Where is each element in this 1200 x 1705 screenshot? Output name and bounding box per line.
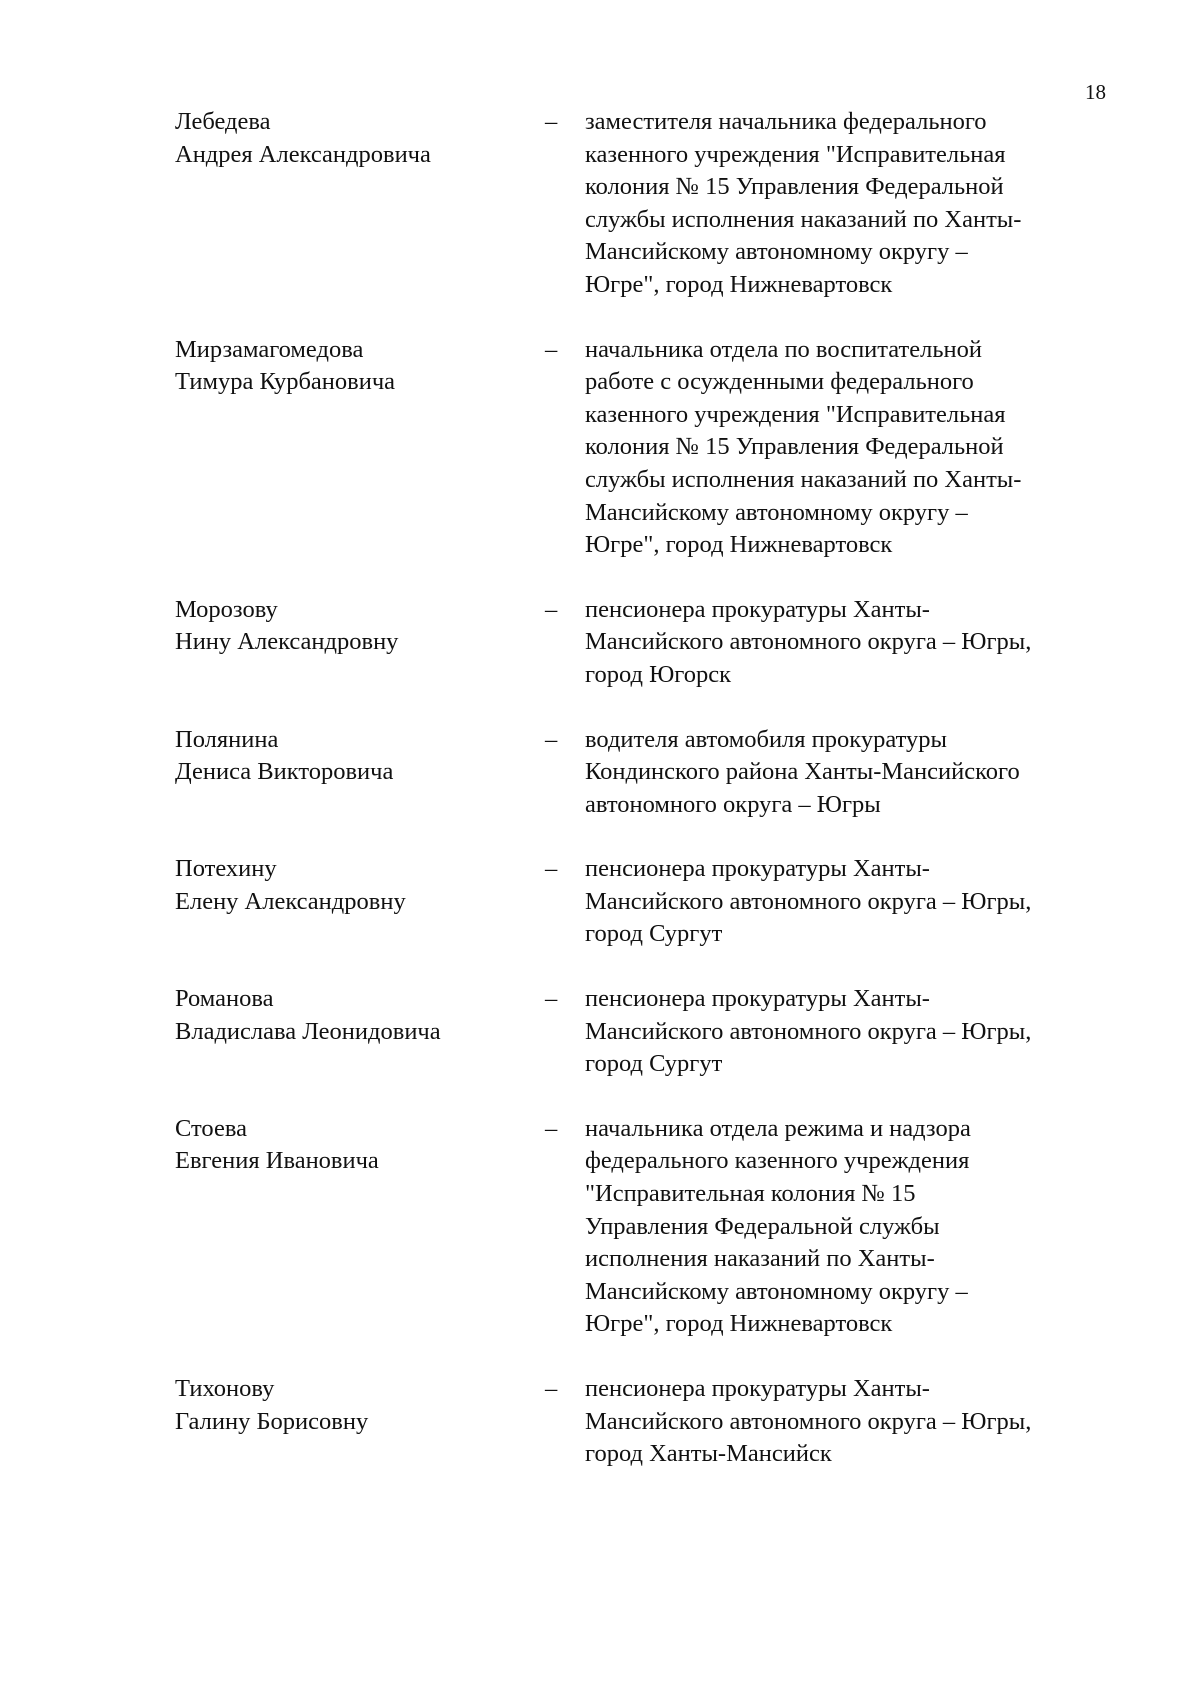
- person-name: [175, 853, 535, 918]
- person-name: [175, 724, 535, 789]
- separator-dash: –: [545, 108, 558, 135]
- position-line: Мансийскому автономному округу –: [585, 1277, 968, 1305]
- given-names: Елену Александровну: [175, 887, 406, 915]
- surname: Лебедева: [175, 108, 271, 135]
- list-entry: [0, 594, 1200, 692]
- person-name: [175, 1113, 535, 1178]
- surname: Морозову: [175, 595, 278, 623]
- position-line: город Сургут: [585, 1050, 723, 1078]
- surname: Стоева: [175, 1114, 247, 1142]
- position-description: [585, 983, 1125, 1081]
- position-line: Мансийскому автономному округу –: [585, 498, 968, 526]
- given-names: Тимура Курбановича: [175, 368, 396, 396]
- surname: Потехину: [175, 855, 277, 883]
- position-line: начальника отдела режима и надзора: [585, 1114, 971, 1142]
- separator-dash: –: [545, 725, 558, 753]
- person-name: [175, 1373, 535, 1438]
- position-line: колония № 15 Управления Федеральной: [585, 433, 1004, 461]
- person-name: [175, 983, 535, 1048]
- list-entry: [0, 983, 1200, 1081]
- separator-dash: –: [545, 985, 558, 1013]
- list-entry: [0, 1113, 1200, 1341]
- position-description: [585, 106, 1125, 302]
- position-line: "Исправительная колония № 15: [585, 1180, 916, 1208]
- position-line: город Югорск: [585, 660, 731, 688]
- list-entry: [0, 334, 1200, 562]
- position-line: город Сургут: [585, 920, 723, 948]
- surname: Романова: [175, 985, 274, 1013]
- page-number: 18: [1085, 80, 1106, 104]
- separator-dash: –: [545, 595, 558, 623]
- position-line: федерального казенного учреждения: [585, 1147, 970, 1175]
- position-description: [585, 1113, 1125, 1341]
- position-description: [585, 594, 1125, 692]
- position-line: город Ханты-Мансийск: [585, 1440, 832, 1468]
- position-line: Мансийскому автономному округу –: [585, 238, 968, 266]
- person-name: [175, 594, 535, 659]
- position-description: [585, 724, 1125, 822]
- separator-dash: –: [545, 1375, 558, 1402]
- person-name: [175, 106, 535, 171]
- position-line: Кондинского района Ханты-Мансийского: [585, 758, 1020, 786]
- list-entry: [0, 724, 1200, 822]
- given-names: Андрея Александровича: [175, 140, 431, 168]
- position-line: начальника отдела по воспитательной: [585, 335, 982, 363]
- surname: Полянина: [175, 725, 279, 753]
- position-line: казенного учреждения "Исправительная: [585, 140, 1006, 168]
- list-entry: [0, 106, 1200, 302]
- separator-dash: –: [545, 1114, 558, 1142]
- position-line: исполнения наказаний по Ханты-: [585, 1245, 935, 1273]
- list-entry: [0, 1373, 1200, 1471]
- separator-dash: –: [545, 335, 558, 363]
- given-names: Галину Борисовну: [175, 1407, 369, 1435]
- position-line: Югре", город Нижневартовск: [585, 531, 893, 559]
- position-line: колония № 15 Управления Федеральной: [585, 173, 1004, 201]
- position-line: Мансийского автономного округа – Югры,: [585, 1407, 1032, 1435]
- award-list: [0, 106, 1200, 1471]
- position-line: службы исполнения наказаний по Ханты-: [585, 205, 1022, 233]
- position-line: автономного округа – Югры: [585, 790, 881, 818]
- position-line: работе с осужденными федерального: [585, 368, 974, 396]
- person-name: [175, 334, 535, 399]
- position-line: пенсионера прокуратуры Ханты-: [585, 855, 930, 883]
- position-description: [585, 1373, 1125, 1471]
- position-line: пенсионера прокуратуры Ханты-: [585, 595, 930, 623]
- position-line: службы исполнения наказаний по Ханты-: [585, 465, 1022, 493]
- position-line: казенного учреждения "Исправительная: [585, 400, 1006, 428]
- position-line: Югре", город Нижневартовск: [585, 1310, 893, 1338]
- position-line: Югре", город Нижневартовск: [585, 270, 893, 298]
- position-line: Мансийского автономного округа – Югры,: [585, 628, 1032, 656]
- list-entry: [0, 853, 1200, 951]
- position-line: пенсионера прокуратуры Ханты-: [585, 985, 930, 1013]
- position-description: [585, 334, 1125, 562]
- given-names: Нину Александровну: [175, 628, 399, 656]
- given-names: Владислава Леонидовича: [175, 1017, 441, 1045]
- position-line: пенсионера прокуратуры Ханты-: [585, 1375, 930, 1402]
- surname: Тихонову: [175, 1375, 275, 1402]
- position-description: [585, 853, 1125, 951]
- position-line: Мансийского автономного округа – Югры,: [585, 1017, 1032, 1045]
- position-line: заместителя начальника федерального: [585, 108, 987, 135]
- separator-dash: –: [545, 855, 558, 883]
- position-line: Управления Федеральной службы: [585, 1212, 940, 1240]
- given-names: Евгения Ивановича: [175, 1147, 379, 1175]
- position-line: водителя автомобиля прокуратуры: [585, 725, 947, 753]
- given-names: Дениса Викторовича: [175, 758, 394, 786]
- surname: Мирзамагомедова: [175, 335, 364, 363]
- position-line: Мансийского автономного округа – Югры,: [585, 887, 1032, 915]
